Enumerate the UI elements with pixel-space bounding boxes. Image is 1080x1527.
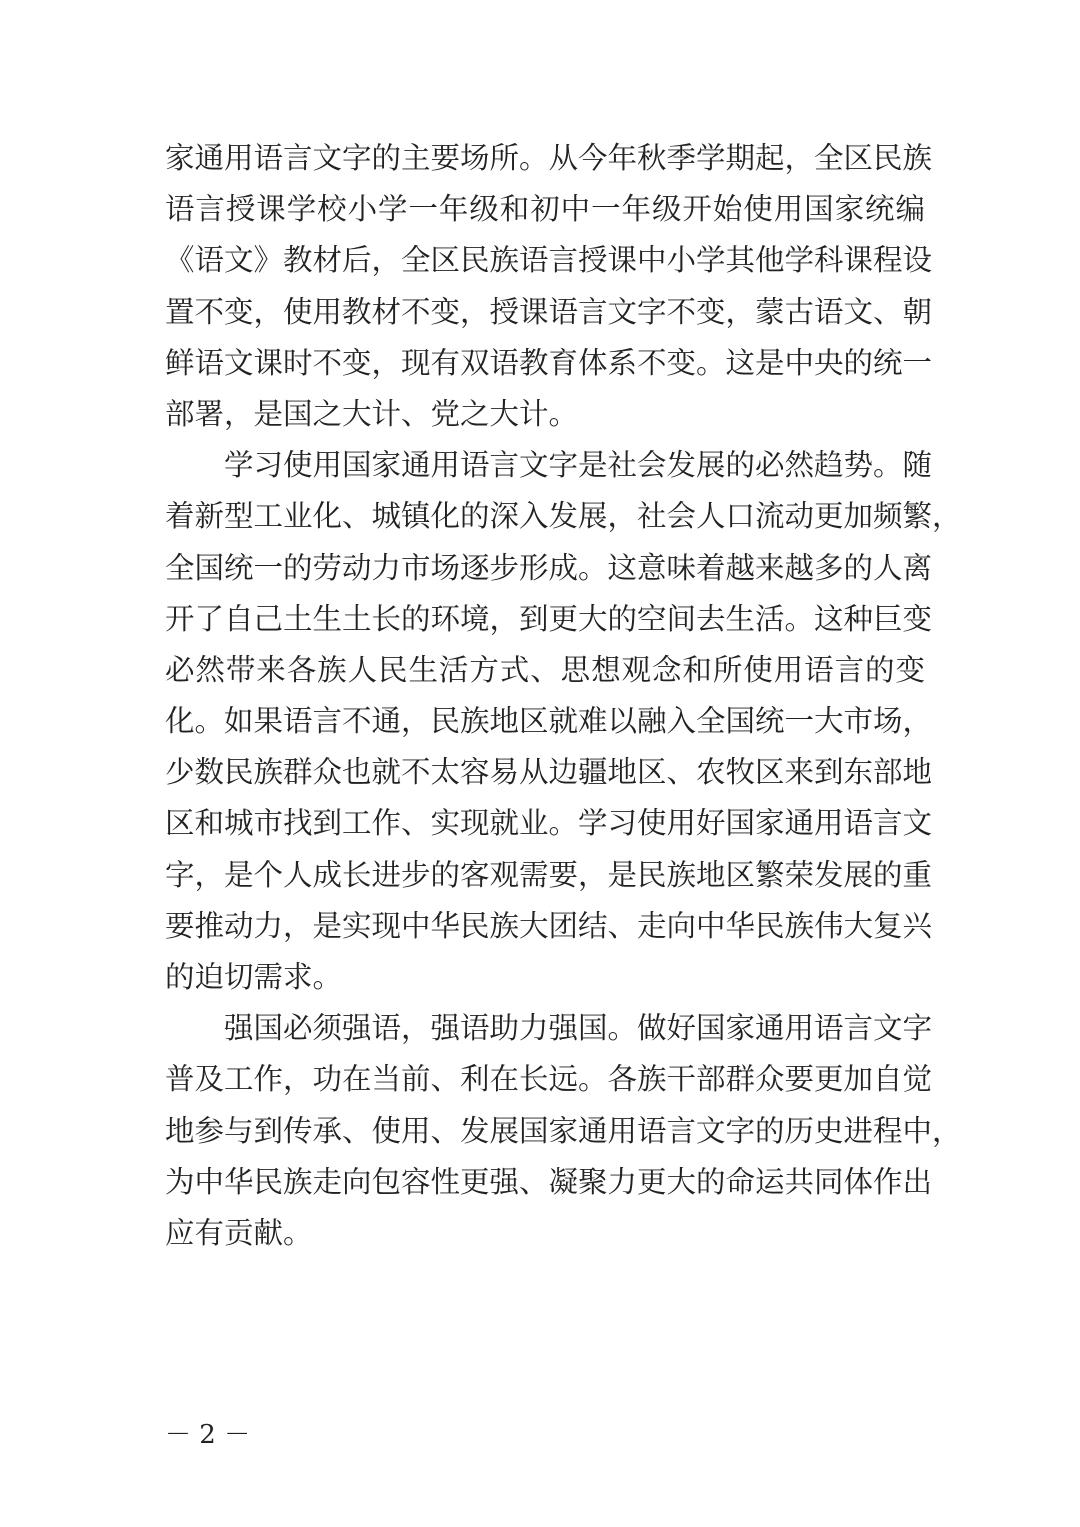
paragraph-1 (165, 133, 933, 440)
text-line: 应有贡献。 (165, 1215, 313, 1250)
text-line: 必然带来各族人民生活方式、思想观念和所使用语言的变 (165, 652, 925, 687)
text-line: 置不变，使用教材不变，授课语言文字不变，蒙古语文、朝 (165, 294, 933, 329)
text-line: 地参与到传承、使用、发展国家通用语言文字的历史进程中， (165, 1113, 962, 1148)
document-body (165, 133, 962, 1259)
paragraph-2 (165, 440, 962, 1003)
text-line: 《语文》教材后，全区民族语言授课中小学其他学科课程设 (165, 243, 933, 278)
text-line: 化。如果语言不通，民族地区就难以融入全国统一大市场， (165, 704, 933, 739)
text-line: 普及工作，功在当前、利在长远。各族干部群众要更加自觉 (165, 1062, 933, 1097)
text-line: 部署，是国之大计、党之大计。 (165, 396, 579, 431)
text-line: 强国必须强语，强语助力强国。做好国家通用语言文字 (224, 1011, 933, 1046)
text-line: 开了自己土生土长的环境，到更大的空间去生活。这种巨变 (165, 601, 933, 636)
text-line: 家通用语言文字的主要场所。从今年秋季学期起，全区民族 (165, 141, 933, 175)
text-line: 字，是个人成长进步的客观需要，是民族地区繁荣发展的重 (165, 857, 933, 892)
text-line: 区和城市找到工作、实现就业。学习使用好国家通用语言文 (165, 806, 933, 841)
text-line: 全国统一的劳动力市场逐步形成。这意味着越来越多的人离 (165, 550, 933, 585)
text-line: 着新型工业化、城镇化的深入发展，社会人口流动更加频繁， (165, 499, 962, 534)
paragraph-3 (165, 1003, 962, 1259)
text-line: 少数民族群众也就不太容易从边疆地区、农牧区来到东部地 (165, 755, 933, 790)
text-line: 鲜语文课时不变，现有双语教育体系不变。这是中央的统一 (165, 345, 933, 380)
text-line: 语言授课学校小学一年级和初中一年级开始使用国家统编 (165, 192, 925, 227)
text-line: 学习使用国家通用语言文字是社会发展的必然趋势。随 (224, 448, 933, 483)
text-line: 要推动力，是实现中华民族大团结、走向中华民族伟大复兴 (165, 908, 933, 943)
page-number: － 2 － (165, 1420, 251, 1450)
text-line: 为中华民族走向包容性更强、凝聚力更大的命运共同体作出 (165, 1164, 933, 1199)
text-line: 的迫切需求。 (165, 960, 343, 994)
